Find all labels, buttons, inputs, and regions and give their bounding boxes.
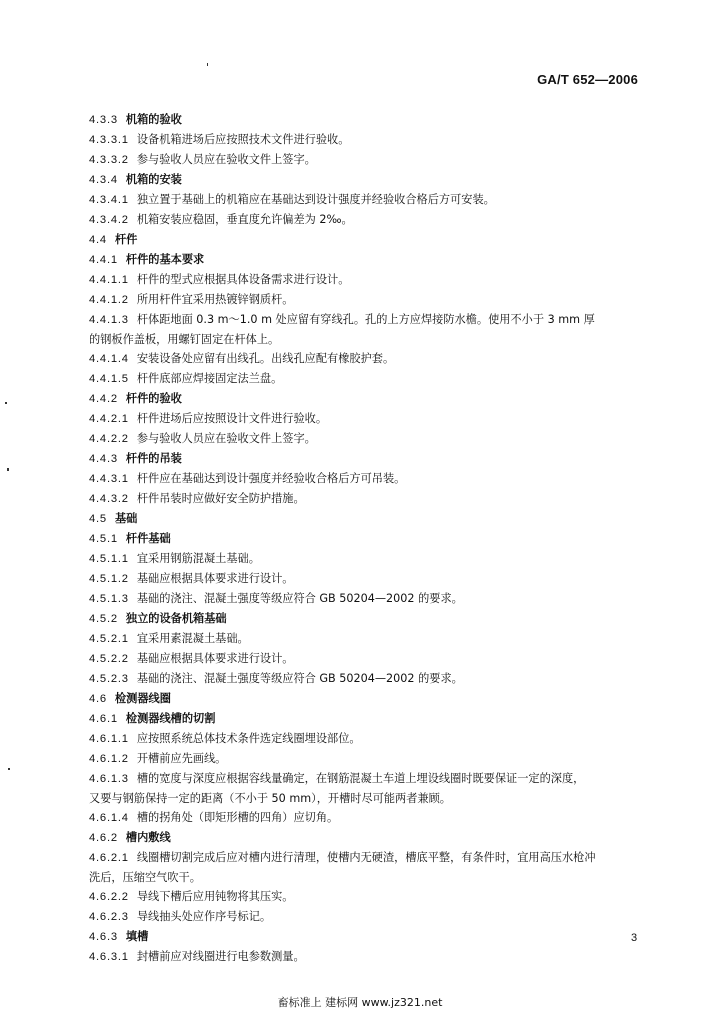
section-heading [89,110,637,130]
clause-number: 4.3.3 [89,114,118,126]
clause-text: 检测器线圈 [114,692,171,705]
document-body [89,110,637,967]
clause [89,947,637,967]
clause [89,669,637,689]
footer-watermark: 畜标准上 建标网 www.jz321.net [277,996,443,1009]
clause [89,907,637,927]
clause [89,549,637,569]
clause-number: 4.5.1 [89,533,118,545]
clause-text: 杆件的型式应根据具体设备需求进行设计。 [136,273,350,286]
clause-number: 4.4.2 [89,393,118,405]
scan-speck [7,468,9,471]
clause-text: 槽的拐角处（即矩形槽的四角）应切角。 [136,811,339,824]
clause-number: 4.4.1.5 [89,373,129,385]
clause-number: 4.6.1.3 [89,773,129,785]
clause-text: 杆件基础 [125,532,171,545]
clause-number: 4.5.2.3 [89,673,129,685]
clause-text: 封槽前应对线圈进行电参数测量。 [136,950,305,963]
clause-continuation: 的钢板作盖板，用螺钉固定在杆体上。 [89,333,280,346]
clause-number: 4.3.4 [89,174,118,186]
clause [89,489,637,509]
clause-text: 安装设备处应留有出线孔。出线孔应配有橡胶护套。 [136,352,395,365]
clause-number: 4.6.1.4 [89,812,129,824]
clause-text: 检测器线槽的切割 [125,712,216,725]
clause [89,649,637,669]
scan-speck [207,63,208,66]
clause-number: 4.4.3.1 [89,473,129,485]
clause [89,769,637,789]
clause-number: 4.4.1 [89,254,118,266]
clause-number: 4.4.1.1 [89,274,129,286]
clause-text: 线圈槽切割完成后应对槽内进行清理，使槽内无硬渣，槽底平整，有条件时，宜用高压水枪冲 [136,851,596,864]
clause-number: 4.5 [89,513,107,525]
clause-text: 基础应根据具体要求进行设计。 [136,652,294,665]
clause-text: 槽的宽度与深度应根据容线量确定，在钢筋混凝土车道上埋设线圈时既要保证一定的深度， [136,772,585,785]
clause-text: 导线抽头处应作序号标记。 [136,910,272,923]
section-heading [89,927,637,947]
clause-number: 4.6.1 [89,713,118,725]
clause [89,190,637,210]
section-heading [89,709,637,729]
section-heading [89,449,637,469]
clause-text: 杆件的吊装 [125,452,182,465]
page-number: 3 [631,932,638,944]
clause-text: 设备机箱进场后应按照技术文件进行验收。 [136,133,350,146]
section-heading [89,828,637,848]
clause-number: 4.5.1.2 [89,573,129,585]
clause-number: 4.6.1.2 [89,753,129,765]
clause-number: 4.6.2.2 [89,891,129,903]
clause-number: 4.6.2.3 [89,911,129,923]
clause-number: 4.6.3 [89,931,118,943]
clause [89,409,637,429]
clause [89,848,637,868]
clause-text: 参与验收人员应在验收文件上签字。 [136,153,316,166]
clause [89,210,637,230]
clause [89,290,637,310]
clause-number: 4.3.3.2 [89,154,129,166]
section-heading [89,230,637,250]
clause-text: 机箱的安装 [125,173,182,186]
clause-number: 4.4 [89,234,107,246]
clause-number: 4.3.3.1 [89,134,129,146]
clause [89,569,637,589]
clause [89,749,637,769]
clause-text: 基础应根据具体要求进行设计。 [136,572,294,585]
clause-continuation: 洗后，压缩空气吹干。 [89,871,201,884]
clause-number: 4.4.1.2 [89,294,129,306]
clause [89,589,637,609]
clause-text: 独立置于基础上的机箱应在基础达到设计强度并经验收合格后方可安装。 [136,193,495,206]
clause-text: 开槽前应先画线。 [136,752,227,765]
clause [89,270,637,290]
clause-text: 杆件的验收 [125,392,182,405]
clause [89,808,637,828]
clause-number: 4.5.2.2 [89,653,129,665]
clause-text: 机箱安装应稳固，垂直度允许偏差为 2‰。 [136,213,353,226]
clause-text: 基础的浇注、混凝土强度等级应符合 GB 50204—2002 的要求。 [136,672,463,685]
clause-text: 宜采用钢筋混凝土基础。 [136,552,260,565]
clause-number: 4.3.4.2 [89,214,129,226]
clause-text: 杆体距地面 0.3 m～1.0 m 处应留有穿线孔。孔的上方应焊接防水檐。使用不小于 3 mm 厚 [136,313,595,326]
clause-text: 参与验收人员应在验收文件上签字。 [136,432,316,445]
clause-text: 独立的设备机箱基础 [125,612,227,625]
section-heading [89,509,637,529]
clause-text: 机箱的验收 [125,113,182,126]
clause-text: 杆件吊装时应做好安全防护措施。 [136,492,305,505]
standard-code: GA/T 652—2006 [537,72,638,87]
clause [89,349,637,369]
clause [89,130,637,150]
clause-text: 基础的浇注、混凝土强度等级应符合 GB 50204—2002 的要求。 [136,592,463,605]
clause-text: 宜采用素混凝土基础。 [136,632,249,645]
clause-number: 4.4.1.4 [89,353,129,365]
clause-text: 杆件进场后应按照设计文件进行验收。 [136,412,328,425]
clause [89,150,637,170]
clause-text: 杆件的基本要求 [125,253,205,266]
clause [89,887,637,907]
clause-number: 4.3.4.1 [89,194,129,206]
clause-number: 4.5.2 [89,613,118,625]
clause-number: 4.5.1.3 [89,593,129,605]
clause [89,429,637,449]
clause [89,310,637,330]
scan-speck [5,402,7,404]
section-heading [89,689,637,709]
clause-text: 杆件应在基础达到设计强度并经验收合格后方可吊装。 [136,472,406,485]
section-heading [89,250,637,270]
clause-number: 4.4.1.3 [89,314,129,326]
clause-text: 槽内敷线 [125,831,171,844]
clause-number: 4.4.2.2 [89,433,129,445]
section-heading [89,170,637,190]
clause-number: 4.4.3 [89,453,118,465]
clause [89,469,637,489]
scan-speck [8,768,10,770]
section-heading [89,529,637,549]
clause-number: 4.6.3.1 [89,951,129,963]
clause-number: 4.6.2.1 [89,852,129,864]
clause-text: 所用杆件宜采用热镀锌钢质杆。 [136,293,294,306]
clause-text: 基础 [114,512,138,525]
clause-text: 应按照系统总体技术条件选定线圈埋设部位。 [136,732,361,745]
clause-number: 4.4.3.2 [89,493,129,505]
clause-number: 4.6.2 [89,832,118,844]
clause-number: 4.5.1.1 [89,553,129,565]
clause-number: 4.6 [89,693,107,705]
clause [89,629,637,649]
clause-text: 杆件 [114,233,138,246]
section-heading [89,389,637,409]
section-heading [89,609,637,629]
clause-text: 导线下槽后应用钝物将其压实。 [136,890,294,903]
clause-text: 填槽 [125,930,149,943]
clause [89,729,637,749]
clause-number: 4.4.2.1 [89,413,129,425]
clause-continuation: 又要与钢筋保持一定的距离（不小于 50 mm），开槽时尽可能两者兼顾。 [89,792,451,805]
clause [89,369,637,389]
clause-number: 4.6.1.1 [89,733,129,745]
clause-number: 4.5.2.1 [89,633,129,645]
clause-text: 杆件底部应焊接固定法兰盘。 [136,372,283,385]
